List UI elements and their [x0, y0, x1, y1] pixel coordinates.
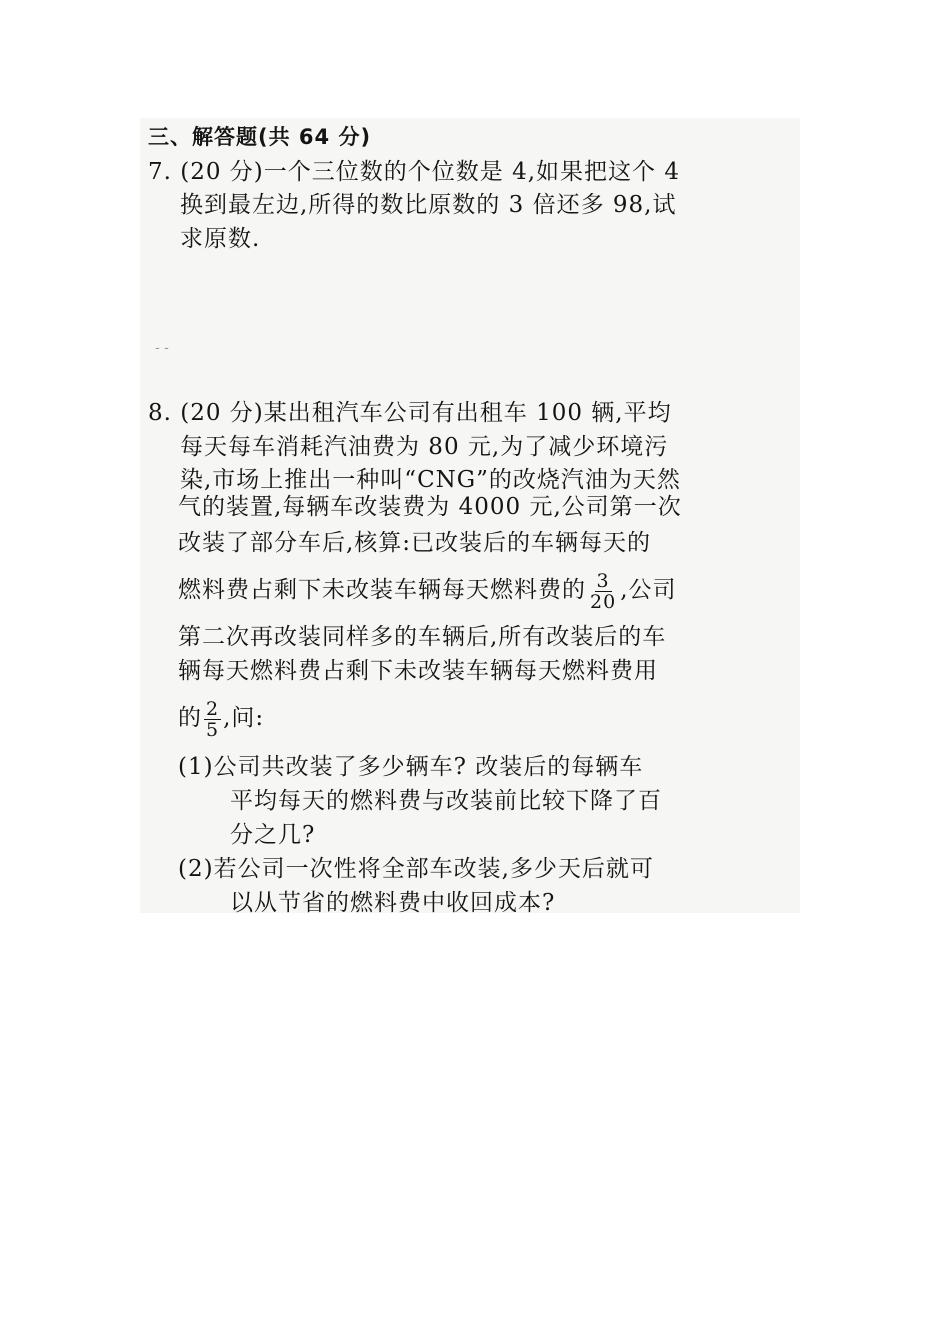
q8-line-9-text: 的 — [178, 705, 202, 731]
q8-sub2-line-2: 以从节省的燃料费中收回成本? — [230, 890, 556, 916]
q8-sub1-line-2: 平均每天的燃料费与改装前比较下降了百 — [230, 788, 662, 814]
q8-line-3: 染,市场上推出一种叫“CNG”的改烧汽油为天然 — [180, 467, 681, 493]
q7-line-1: 7. (20 分)一个三位数的个位数是 4,如果把这个 4 — [148, 159, 680, 185]
q8-line-9-tail: ,问: — [223, 705, 265, 731]
fraction-denominator: 5 — [206, 718, 220, 741]
q8-line-1: 8. (20 分)某出租汽车公司有出租车 100 辆,平均 — [148, 400, 672, 426]
q8-sub1-line-1: (1)公司共改装了多少辆车? 改装后的每辆车 — [178, 754, 644, 780]
fraction-2-5 — [204, 699, 221, 740]
fraction-numerator: 2 — [206, 697, 220, 720]
q8-line-6-text: 燃料费占剩下未改装车辆每天燃料费的 — [178, 577, 586, 603]
q8-sub2-line-1: (2)若公司一次性将全部车改装,多少天后就可 — [178, 856, 654, 882]
q8-line-9 — [178, 698, 264, 740]
q8-line-4: 气的装置,每辆车改装费为 4000 元,公司第一次 — [178, 494, 682, 520]
fraction-numerator: 3 — [596, 569, 610, 592]
scan-smudge: - - — [155, 340, 169, 356]
fraction-denominator: 20 — [590, 590, 617, 613]
section-heading: 三、解答题(共 64 分) — [148, 125, 372, 149]
q8-line-8: 辆每天燃料费占剩下未改装车辆每天燃料费用 — [178, 658, 658, 684]
q8-line-6 — [178, 570, 677, 612]
fraction-3-20 — [588, 571, 618, 612]
q7-line-3: 求原数. — [180, 226, 261, 252]
q8-line-2: 每天每车消耗汽油费为 80 元,为了减少环境污 — [180, 434, 669, 460]
q8-line-7: 第二次再改装同样多的车辆后,所有改装后的车 — [178, 624, 667, 650]
q8-line-6-tail: ,公司 — [620, 577, 677, 603]
q7-line-2: 换到最左边,所得的数比原数的 3 倍还多 98,试 — [180, 192, 677, 218]
q8-sub1-line-3: 分之几? — [230, 822, 316, 848]
q8-line-5: 改装了部分车后,核算:已改装后的车辆每天的 — [178, 530, 652, 556]
